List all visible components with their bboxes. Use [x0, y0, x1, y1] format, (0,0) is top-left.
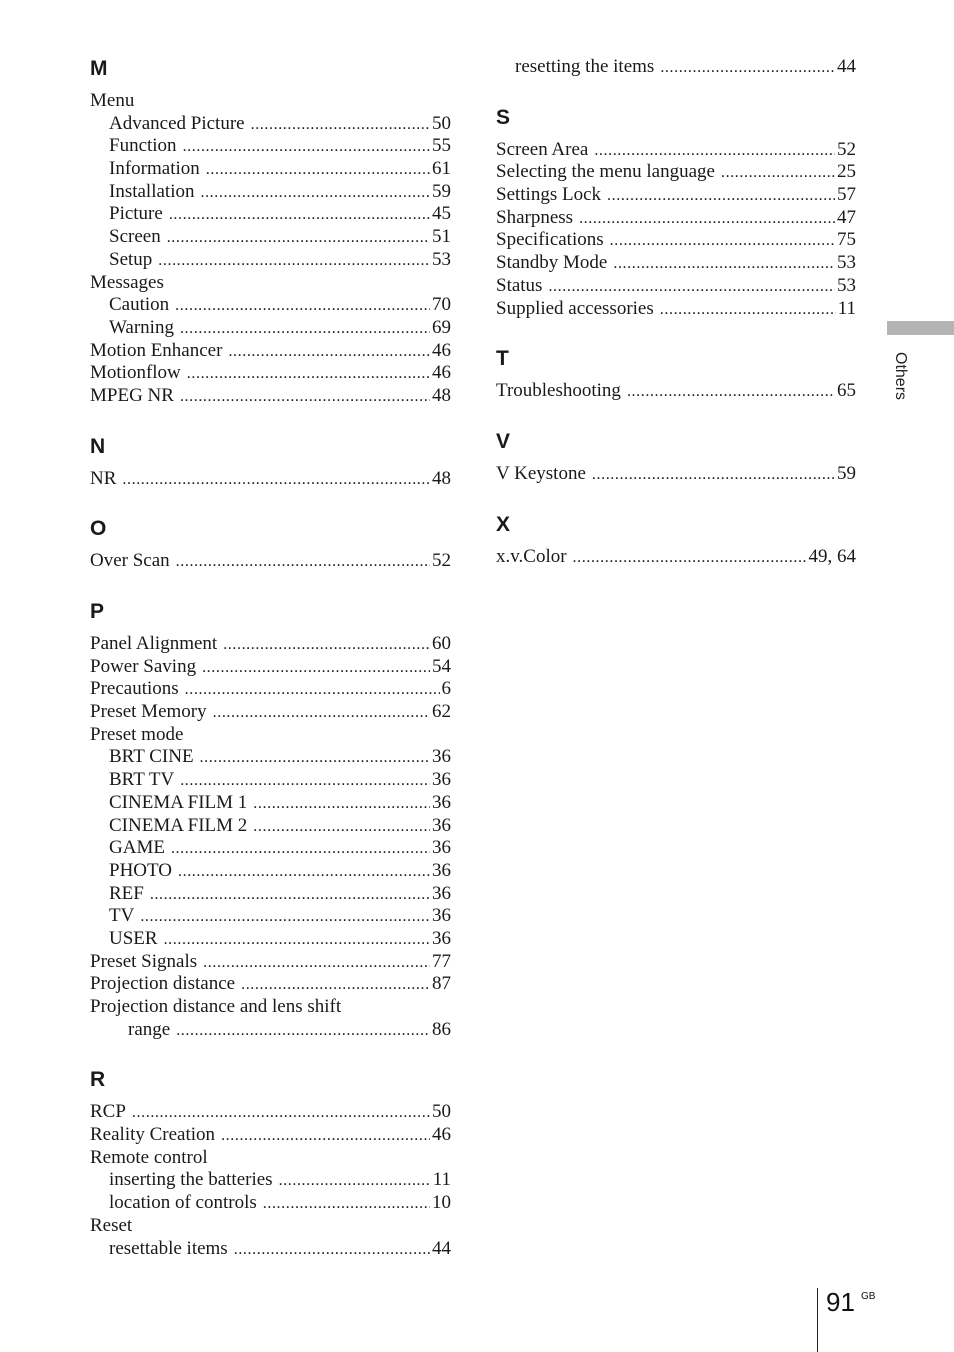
dot-leader [180, 385, 430, 409]
section-letter-heading: P [90, 600, 105, 623]
index-entry-page: 6 [441, 678, 451, 700]
dot-leader [228, 340, 430, 364]
index-entry-page: 36 [432, 769, 451, 791]
index-entry-label: Advanced Picture [109, 112, 245, 134]
index-entry [90, 769, 451, 792]
index-section [496, 512, 856, 569]
dot-leader [200, 181, 430, 205]
index-entry [90, 203, 451, 226]
index-entry-page: 75 [837, 229, 856, 251]
index-entry-page: 59 [432, 180, 451, 202]
index-entry [90, 815, 451, 838]
index-entry-label: Warning [109, 316, 174, 338]
index-section [496, 346, 856, 403]
index-entry [90, 656, 451, 679]
dot-leader [594, 139, 835, 163]
dot-leader [721, 161, 835, 185]
index-entry-page: 44 [432, 1237, 451, 1259]
dot-leader [171, 837, 430, 861]
dot-leader [613, 252, 835, 276]
index-entry-page: 46 [432, 339, 451, 361]
index-entry-page: 54 [432, 655, 451, 677]
index-entry [90, 1147, 451, 1170]
dot-leader [202, 656, 430, 680]
index-entry-page: 57 [837, 184, 856, 206]
index-entry [90, 294, 451, 317]
index-section [90, 516, 451, 573]
dot-leader [175, 294, 430, 318]
index-entry-label: range [128, 1018, 171, 1040]
dot-leader [573, 546, 807, 570]
index-entry [90, 135, 451, 158]
index-entry [90, 249, 451, 272]
index-entry [90, 883, 451, 906]
index-entry-page: 77 [432, 950, 451, 972]
index-entry-label: Panel Alignment [90, 633, 218, 654]
index-entry-label: Reset [90, 1214, 133, 1236]
index-entry-page: 11 [432, 1169, 451, 1191]
index-entry-label: Preset Signals [90, 950, 198, 972]
index-entry-page: 11 [837, 297, 856, 319]
index-entry [496, 56, 856, 79]
index-entry [496, 207, 856, 230]
dot-leader [185, 678, 440, 702]
index-entry-label: Motionflow [90, 362, 181, 384]
index-entry-label: Setup [109, 248, 153, 270]
index-entry-page: 59 [837, 462, 856, 484]
index-entry-label: Projection distance [90, 973, 236, 995]
index-entry-page: 36 [432, 905, 451, 927]
index-entry-label: Picture [109, 203, 163, 225]
index-entry-label: Power Saving [90, 655, 197, 677]
dot-leader [140, 905, 430, 929]
index-entry-label: GAME [109, 837, 165, 859]
index-entry [90, 362, 451, 385]
dot-leader [660, 298, 836, 322]
index-entry [90, 1101, 451, 1124]
index-entry [90, 468, 451, 491]
dot-leader [183, 135, 430, 159]
page-region-code: GB [861, 1291, 876, 1302]
index-entry [90, 1192, 451, 1215]
index-entry-label: USER [109, 927, 158, 949]
index-entry-label: Selecting the menu language [496, 161, 715, 183]
index-entry [90, 633, 451, 656]
index-entry [90, 181, 451, 204]
index-entry-page: 53 [837, 252, 856, 274]
index-entry [90, 550, 451, 573]
dot-leader [206, 158, 430, 182]
index-entry [90, 973, 451, 996]
index-entry-label: BRT TV [109, 769, 175, 791]
index-entry-page: 60 [432, 633, 451, 654]
index-entry [496, 298, 856, 321]
index-entry-page: 69 [432, 316, 451, 338]
index-entry-label: Messages [90, 271, 164, 293]
index-entry [90, 1124, 451, 1147]
index-entry-label: Over Scan [90, 550, 170, 572]
dot-leader [579, 207, 835, 231]
dot-leader [234, 1238, 430, 1262]
section-tab-marker [887, 321, 954, 335]
index-column-left [90, 56, 451, 1286]
index-column-right [496, 56, 856, 594]
index-entry [90, 951, 451, 974]
index-entry [496, 463, 856, 486]
index-entry-label: Precautions [90, 678, 179, 700]
dot-leader [253, 792, 430, 816]
dot-leader [187, 362, 430, 386]
index-entry-label: Remote control [90, 1146, 208, 1168]
dot-leader [164, 928, 430, 952]
index-entry-page: 50 [432, 112, 451, 134]
index-entry [90, 746, 451, 769]
index-entry-page: 36 [432, 746, 451, 768]
index-entry-page: 61 [432, 158, 451, 180]
index-entry [90, 272, 451, 295]
index-entry-label: V Keystone [496, 462, 586, 484]
index-entry-label: CINEMA FILM 2 [109, 814, 248, 836]
index-entry-label: Preset Memory [90, 701, 207, 723]
index-entry-label: Screen [109, 226, 161, 248]
section-letter-heading: T [496, 347, 509, 371]
index-entry-label: Installation [109, 180, 195, 202]
index-entry [90, 678, 451, 701]
section-letter-heading: N [90, 434, 106, 458]
index-entry [90, 340, 451, 363]
index-entry [90, 905, 451, 928]
index-entry [90, 996, 451, 1019]
index-entry-label: resetting the items [515, 56, 655, 77]
footer-divider [817, 1288, 818, 1352]
index-entry [496, 161, 856, 184]
dot-leader [169, 203, 430, 227]
index-entry-page: 48 [432, 384, 451, 406]
index-entry-label: Motion Enhancer [90, 339, 223, 361]
dot-leader [253, 815, 430, 839]
index-entry-page: 47 [837, 206, 856, 228]
index-entry [90, 724, 451, 747]
index-entry-page: 48 [432, 467, 451, 489]
index-entry-label: Specifications [496, 229, 604, 251]
index-entry [496, 139, 856, 162]
index-entry [496, 275, 856, 298]
index-entry-page: 44 [837, 56, 856, 77]
index-entry [496, 380, 856, 403]
index-entry-label: Standby Mode [496, 252, 608, 274]
index-entry-label: CINEMA FILM 1 [109, 791, 248, 813]
index-section [90, 599, 451, 1041]
dot-leader [132, 1101, 430, 1125]
index-entry [90, 385, 451, 408]
index-section [496, 56, 856, 79]
section-letter-heading: O [90, 517, 107, 541]
index-entry-label: Function [109, 135, 177, 157]
index-entry-label: Preset mode [90, 723, 184, 745]
index-section [90, 434, 451, 491]
index-entry-page: 36 [432, 814, 451, 836]
index-entry [90, 701, 451, 724]
index-entry-page: 36 [432, 859, 451, 881]
section-letter-heading: V [496, 429, 511, 453]
index-entry [496, 229, 856, 252]
index-entry-page: 45 [432, 203, 451, 225]
dot-leader [150, 883, 430, 907]
dot-leader [548, 275, 835, 299]
index-entry [90, 1215, 451, 1238]
dot-leader [221, 1124, 430, 1148]
index-entry-label: RCP [90, 1101, 126, 1123]
index-entry-page: 51 [432, 226, 451, 248]
index-entry [90, 1169, 451, 1192]
index-entry-page: 36 [432, 837, 451, 859]
index-entry-page: 52 [837, 138, 856, 160]
index-entry-label: inserting the batteries [109, 1169, 273, 1191]
index-entry-page: 46 [432, 362, 451, 384]
index-entry-label: PHOTO [109, 859, 172, 881]
index-section [90, 1067, 451, 1260]
index-entry-page: 36 [432, 882, 451, 904]
index-entry-page: 10 [432, 1192, 451, 1214]
index-entry-page: 36 [432, 927, 451, 949]
dot-leader [223, 633, 430, 657]
dot-leader [263, 1192, 430, 1216]
dot-leader [176, 1019, 430, 1043]
index-entry-page: 65 [837, 380, 856, 402]
dot-leader [660, 56, 835, 80]
index-entry-page: 62 [432, 701, 451, 723]
index-entry [90, 226, 451, 249]
page-number: 91 [826, 1287, 855, 1317]
dot-leader [627, 380, 835, 404]
index-entry-label: resettable items [109, 1237, 228, 1259]
index-entry [90, 837, 451, 860]
section-letter-heading: M [90, 57, 108, 80]
section-letter-heading: S [496, 105, 511, 129]
index-entry-label: location of controls [109, 1192, 257, 1214]
index-entry-label: REF [109, 882, 144, 904]
index-entry-page: 70 [432, 294, 451, 316]
dot-leader [178, 860, 430, 884]
index-entry-label: x.v.Color [496, 545, 567, 567]
dot-leader [607, 184, 835, 208]
index-entry-page: 52 [432, 550, 451, 572]
index-entry-page: 53 [432, 248, 451, 270]
index-entry-label: Troubleshooting [496, 380, 621, 402]
index-entry [90, 928, 451, 951]
dot-leader [158, 249, 430, 273]
dot-leader [176, 550, 430, 574]
index-entry-label: Status [496, 274, 543, 296]
dot-leader [167, 226, 430, 250]
index-entry-page: 46 [432, 1124, 451, 1146]
index-entry [90, 317, 451, 340]
index-entry-page: 86 [432, 1018, 451, 1040]
dot-leader [610, 229, 835, 253]
index-entry [496, 546, 856, 569]
index-entry [90, 792, 451, 815]
index-entry [496, 184, 856, 207]
index-entry-label: MPEG NR [90, 384, 174, 406]
index-entry [90, 1238, 451, 1261]
dot-leader [180, 317, 430, 341]
index-entry-page: 36 [432, 791, 451, 813]
index-entry-label: Settings Lock [496, 184, 602, 206]
index-entry-page: 55 [432, 135, 451, 157]
index-section [496, 105, 856, 321]
index-entry-label: Caution [109, 294, 170, 316]
section-letter-heading: X [496, 512, 511, 536]
index-entry [90, 113, 451, 136]
index-entry-page: 49, 64 [808, 545, 856, 567]
index-section [90, 56, 451, 408]
index-entry-label: Information [109, 158, 200, 180]
index-entry-label: Reality Creation [90, 1124, 216, 1146]
dot-leader [200, 746, 430, 770]
index-entry-page: 53 [837, 274, 856, 296]
index-entry-label: Screen Area [496, 138, 589, 160]
index-entry-label: Sharpness [496, 206, 574, 228]
index-entry-label: TV [109, 905, 135, 927]
index-entry-label: Menu [90, 90, 135, 111]
index-entry-label: NR [90, 467, 117, 489]
dot-leader [203, 951, 430, 975]
index-section [496, 429, 856, 486]
index-entry [496, 252, 856, 275]
index-entry [90, 90, 451, 113]
dot-leader [251, 113, 430, 137]
dot-leader [213, 701, 430, 725]
index-entry [90, 1019, 451, 1042]
dot-leader [241, 973, 430, 997]
dot-leader [180, 769, 430, 793]
section-letter-heading: R [90, 1068, 106, 1092]
dot-leader [592, 463, 835, 487]
index-entry [90, 860, 451, 883]
index-entry [90, 158, 451, 181]
index-entry-page: 50 [432, 1101, 451, 1123]
index-entry-label: Projection distance and lens shift [90, 996, 342, 1017]
index-entry-label: Supplied accessories [496, 297, 654, 319]
index-entry-label: BRT CINE [109, 746, 194, 768]
section-tab-label: Others [892, 352, 909, 401]
index-entry-page: 25 [837, 161, 856, 183]
dot-leader [279, 1169, 431, 1193]
index-entry-page: 87 [432, 973, 451, 995]
dot-leader [122, 468, 430, 492]
